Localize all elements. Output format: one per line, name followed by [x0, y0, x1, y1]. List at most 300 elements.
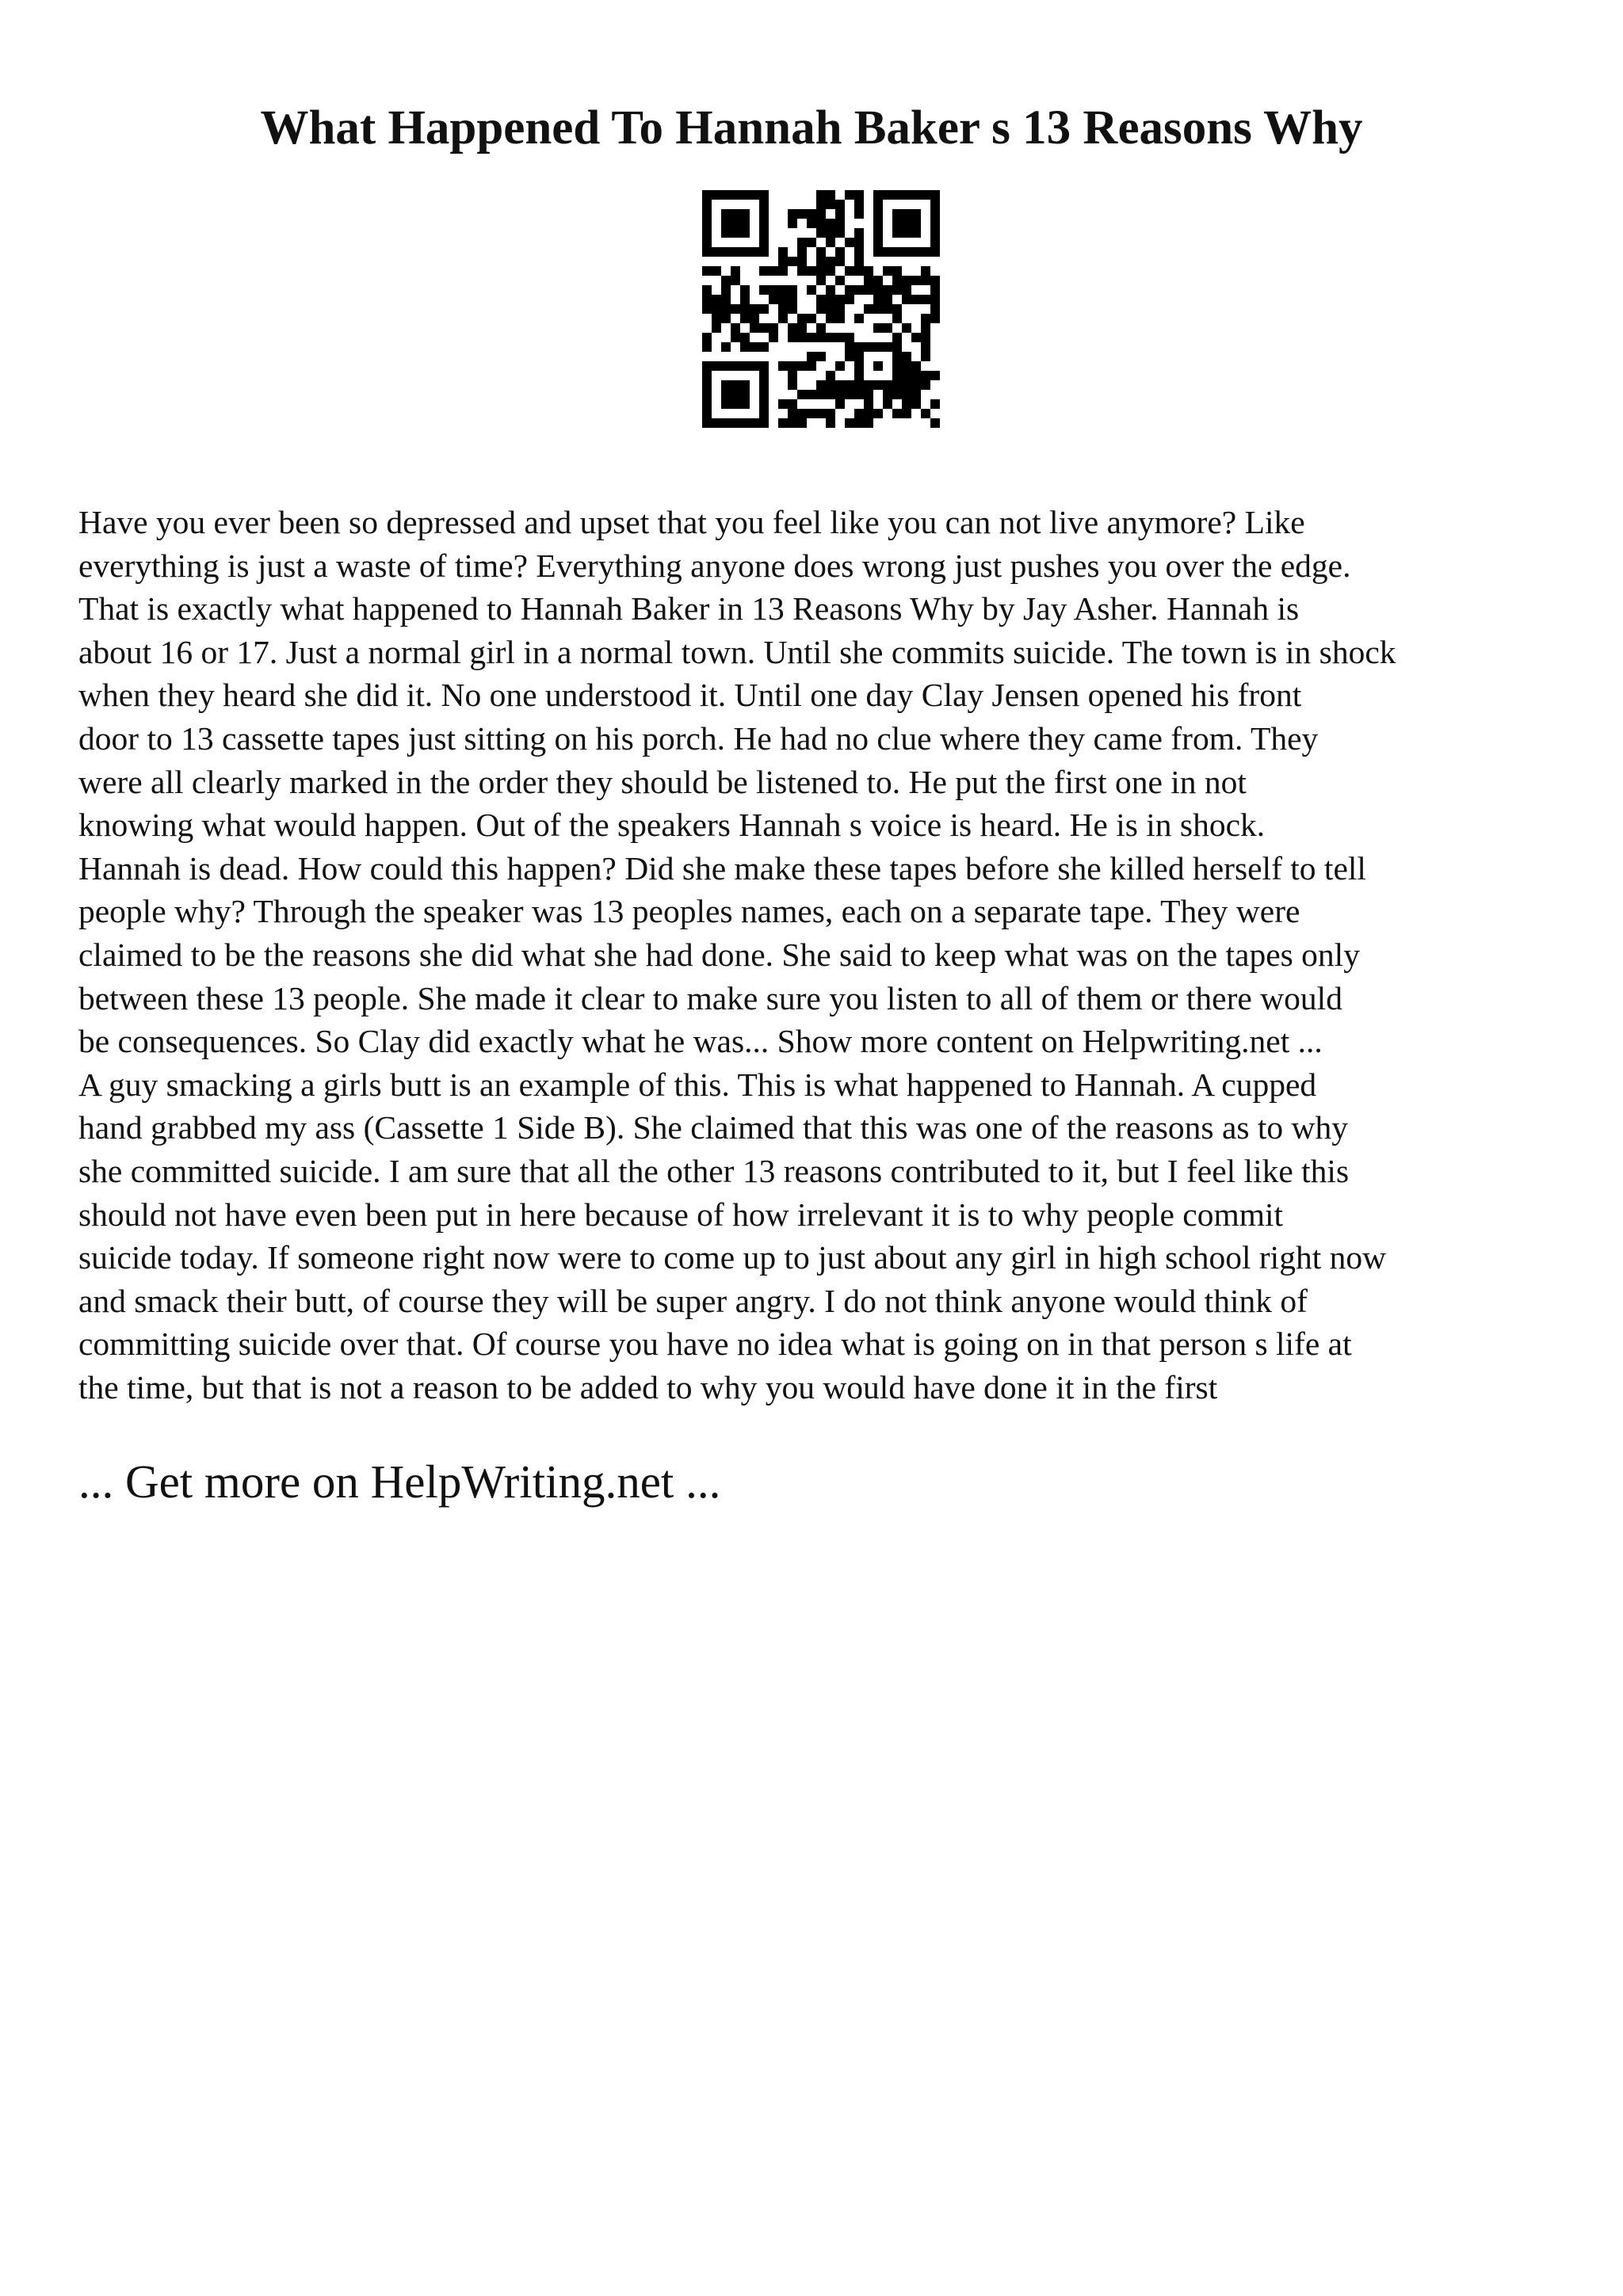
qr-module [807, 352, 816, 361]
qr-module [930, 228, 940, 238]
qr-module [930, 247, 940, 257]
qr-module [911, 380, 921, 390]
body-line: should not have even been put in here because of how irrelevant it is to why people commit [78, 1196, 1284, 1233]
qr-module [835, 390, 845, 399]
qr-module [892, 304, 902, 314]
qr-module [854, 342, 864, 352]
qr-module [845, 380, 854, 390]
qr-module [807, 285, 816, 295]
body-line: A guy smacking a girls butt is an example of this. This is what happened to Hannah. A cupped [78, 1066, 1317, 1103]
qr-module [835, 257, 845, 266]
qr-module [712, 295, 721, 304]
qr-module [892, 247, 902, 257]
qr-module [854, 409, 864, 418]
qr-module [740, 285, 750, 295]
qr-module [759, 361, 769, 371]
qr-module [731, 399, 740, 409]
qr-module [921, 371, 930, 380]
qr-module [864, 399, 873, 409]
qr-module [845, 238, 854, 247]
qr-module [911, 276, 921, 285]
qr-module [835, 380, 845, 390]
qr-module [892, 228, 902, 238]
qr-module [835, 314, 845, 323]
qr-module [892, 342, 902, 352]
qr-module [873, 295, 883, 304]
qr-module [911, 247, 921, 257]
qr-module [750, 361, 759, 371]
qr-module [759, 200, 769, 209]
qr-module [826, 390, 835, 399]
qr-module [759, 380, 769, 390]
body-line: everything is just a waste of time? Everything anyone does wrong just pushes you over the edge. [78, 547, 1351, 584]
qr-module [759, 304, 769, 314]
qr-module [883, 190, 892, 200]
qr-module [921, 276, 930, 285]
qr-module [731, 333, 740, 342]
qr-module [702, 285, 712, 295]
qr-module [835, 295, 845, 304]
qr-module [788, 371, 797, 380]
qr-module [892, 361, 902, 371]
qr-module [902, 285, 911, 295]
qr-module [864, 266, 873, 276]
qr-module [740, 333, 750, 342]
qr-module [845, 285, 854, 295]
document-body [78, 501, 1568, 1409]
qr-module [797, 266, 807, 276]
qr-module [930, 304, 940, 314]
qr-module [826, 371, 835, 380]
qr-module [854, 257, 864, 266]
qr-module [721, 418, 731, 428]
qr-module [712, 266, 721, 276]
qr-module [873, 342, 883, 352]
qr-module [864, 342, 873, 352]
qr-module [702, 266, 712, 276]
qr-module [778, 285, 788, 295]
qr-module [759, 209, 769, 219]
qr-module [911, 295, 921, 304]
qr-module [902, 361, 911, 371]
qr-module [864, 276, 873, 285]
qr-module [883, 295, 892, 304]
qr-module [807, 390, 816, 399]
qr-module [864, 409, 873, 418]
qr-module [835, 228, 845, 238]
qr-module [930, 295, 940, 304]
qr-module [702, 361, 712, 371]
body-line: she committed suicide. I am sure that all the other 13 reasons contributed to it, but I feel like this [78, 1152, 1350, 1189]
qr-module [930, 219, 940, 228]
qr-module [921, 409, 930, 418]
qr-module [759, 323, 769, 333]
qr-module [721, 190, 731, 200]
qr-module [788, 304, 797, 314]
qr-module [721, 285, 731, 295]
qr-module [826, 314, 835, 323]
qr-module [750, 304, 759, 314]
qr-module [892, 380, 902, 390]
qr-module [750, 314, 759, 323]
qr-module [816, 257, 826, 266]
qr-module [816, 219, 826, 228]
qr-module [759, 238, 769, 247]
qr-module [721, 314, 731, 323]
qr-module [892, 266, 902, 276]
body-line: hand grabbed my ass (Cassette 1 Side B). She claimed that this was one of the reasons as to why [78, 1109, 1349, 1146]
qr-module [816, 209, 826, 219]
qr-module [759, 371, 769, 380]
qr-module [921, 295, 930, 304]
qr-module [911, 361, 921, 371]
qr-module [759, 190, 769, 200]
qr-module [797, 238, 807, 247]
qr-module [930, 209, 940, 219]
qr-module [702, 380, 712, 390]
qr-module [740, 219, 750, 228]
qr-module [816, 190, 826, 200]
body-line: be consequences. So Clay did exactly what he was... Show more content on Helpwriting.net ... [78, 1023, 1323, 1060]
qr-module [854, 209, 864, 219]
qr-module [873, 409, 883, 418]
qr-module [721, 380, 731, 390]
qr-module [750, 418, 759, 428]
qr-module [740, 390, 750, 399]
body-line: That is exactly what happened to Hannah Baker in 13 Reasons Why by Jay Asher. Hannah is [78, 590, 1300, 627]
qr-module [921, 314, 930, 323]
qr-module [797, 418, 807, 428]
qr-module [816, 200, 826, 209]
body-line: people why? Through the speaker was 13 peoples names, each on a separate tape. They were [78, 893, 1300, 930]
qr-module [797, 333, 807, 342]
qr-module [883, 266, 892, 276]
qr-module [845, 333, 854, 342]
qr-module [892, 371, 902, 380]
qr-module [721, 342, 731, 352]
qr-module [740, 295, 750, 304]
qr-module [854, 247, 864, 257]
qr-module [854, 238, 864, 247]
qr-module [873, 323, 883, 333]
qr-module [826, 333, 835, 342]
qr-module [807, 409, 816, 418]
qr-module [921, 352, 930, 361]
qr-module [873, 304, 883, 314]
qr-module [930, 314, 940, 323]
qr-module [902, 276, 911, 285]
qr-module [883, 304, 892, 314]
body-line: Hannah is dead. How could this happen? Did she make these tapes before she killed herself to tell [78, 849, 1366, 887]
qr-module [892, 333, 902, 342]
qr-module [816, 247, 826, 257]
qr-module [883, 247, 892, 257]
qr-module [854, 418, 864, 428]
qr-module [873, 380, 883, 390]
qr-module [873, 219, 883, 228]
qr-module [778, 266, 788, 276]
body-line: suicide today. If someone right now were to come up to just about any girl in high school right now [78, 1239, 1387, 1276]
qr-module [902, 371, 911, 380]
qr-module [797, 257, 807, 266]
qr-module [731, 190, 740, 200]
qr-module [854, 200, 864, 209]
qr-module [712, 304, 721, 314]
qr-module [778, 304, 788, 314]
qr-module [712, 247, 721, 257]
qr-module [921, 342, 930, 352]
qr-module [902, 352, 911, 361]
qr-module [930, 200, 940, 209]
qr-module [845, 352, 854, 361]
qr-module [845, 390, 854, 399]
qr-module [873, 209, 883, 219]
qr-module [712, 418, 721, 428]
qr-module [750, 323, 759, 333]
qr-module [731, 209, 740, 219]
qr-module [930, 285, 940, 295]
qr-module [788, 295, 797, 304]
qr-module [873, 361, 883, 371]
qr-module [921, 190, 930, 200]
qr-module [911, 333, 921, 342]
qr-module [911, 399, 921, 409]
qr-module [816, 333, 826, 342]
qr-module [788, 257, 797, 266]
qr-module [845, 190, 854, 200]
qr-module [750, 190, 759, 200]
qr-module [873, 276, 883, 285]
qr-module [731, 266, 740, 276]
qr-module [731, 247, 740, 257]
qr-module [902, 380, 911, 390]
body-line: knowing what would happen. Out of the speakers Hannah s voice is heard. He is in shock. [78, 807, 1266, 844]
qr-module [911, 209, 921, 219]
qr-module [816, 295, 826, 304]
qr-module [702, 342, 712, 352]
qr-module [835, 219, 845, 228]
qr-module [816, 380, 826, 390]
qr-module [797, 390, 807, 399]
qr-module [769, 295, 778, 304]
qr-module [892, 190, 902, 200]
qr-module [911, 219, 921, 228]
qr-module [702, 247, 712, 257]
qr-module [911, 371, 921, 380]
qr-module [835, 333, 845, 342]
qr-module [702, 399, 712, 409]
qr-module [740, 418, 750, 428]
qr-module [740, 304, 750, 314]
body-line: about 16 or 17. Just a normal girl in a normal town. Until she commits suicide. The town is in shock [78, 633, 1396, 670]
qr-module [807, 219, 816, 228]
qr-module [930, 238, 940, 247]
qr-module [797, 409, 807, 418]
qr-module [902, 209, 911, 219]
qr-module [902, 247, 911, 257]
qr-module [854, 285, 864, 295]
qr-module [902, 228, 911, 238]
qr-module [930, 276, 940, 285]
body-line: door to 13 cassette tapes just sitting on his porch. He had no clue where they came from. They [78, 719, 1319, 757]
qr-module [845, 418, 854, 428]
qr-module [712, 314, 721, 323]
qr-module [883, 342, 892, 352]
qr-module [845, 266, 854, 276]
qr-module [826, 295, 835, 304]
qr-module [769, 333, 778, 342]
qr-module [902, 190, 911, 200]
qr-module [854, 361, 864, 371]
qr-module [835, 200, 845, 209]
qr-module [712, 190, 721, 200]
qr-module [731, 390, 740, 399]
qr-module [826, 304, 835, 314]
qr-module [731, 418, 740, 428]
qr-module [826, 200, 835, 209]
qr-module [759, 390, 769, 399]
qr-module [778, 361, 788, 371]
qr-module [797, 247, 807, 257]
qr-module [788, 333, 797, 342]
qr-module [740, 342, 750, 352]
qr-module [835, 247, 845, 257]
qr-module [864, 380, 873, 390]
qr-module [807, 333, 816, 342]
qr-module [854, 266, 864, 276]
qr-module [854, 390, 864, 399]
qr-module [816, 352, 826, 361]
body-line: between these 13 people. She made it clear to make sure you listen to all of them or there would [78, 979, 1342, 1016]
qr-module [702, 238, 712, 247]
qr-module [750, 247, 759, 257]
qr-module [740, 380, 750, 390]
qr-module [797, 323, 807, 333]
qr-module [702, 333, 712, 342]
qr-module [740, 190, 750, 200]
qr-module [807, 238, 816, 247]
qr-module [788, 399, 797, 409]
qr-module [930, 371, 940, 380]
qr-module [721, 247, 731, 257]
qr-module [826, 219, 835, 228]
qr-module [721, 228, 731, 238]
qr-module [759, 228, 769, 238]
qr-module [702, 390, 712, 399]
qr-module [759, 342, 769, 352]
qr-module [835, 304, 845, 314]
qr-module [816, 304, 826, 314]
qr-module [902, 323, 911, 333]
qr-module [807, 266, 816, 276]
qr-module [702, 209, 712, 219]
document-title: What Happened To Hannah Baker s 13 Reasons Why [260, 101, 1363, 154]
qr-module [816, 409, 826, 418]
qr-module [873, 228, 883, 238]
qr-module [797, 209, 807, 219]
qr-module [721, 390, 731, 399]
qr-module [892, 314, 902, 323]
qr-module [759, 247, 769, 257]
qr-module [778, 314, 788, 323]
qr-module [835, 209, 845, 219]
qr-module [930, 399, 940, 409]
qr-module [864, 304, 873, 314]
qr-module [826, 257, 835, 266]
qr-module [788, 285, 797, 295]
qr-module [854, 314, 864, 323]
qr-module [712, 361, 721, 371]
qr-module [826, 285, 835, 295]
qr-module [864, 418, 873, 428]
qr-module [826, 409, 835, 418]
qr-module [883, 399, 892, 409]
qr-module [873, 238, 883, 247]
qr-module [731, 361, 740, 371]
qr-module [702, 219, 712, 228]
qr-module [902, 399, 911, 409]
qr-module [721, 209, 731, 219]
qr-module [921, 266, 930, 276]
qr-code-icon [702, 190, 940, 428]
qr-module [826, 228, 835, 238]
qr-module [864, 285, 873, 295]
qr-module [788, 209, 797, 219]
qr-module [883, 380, 892, 390]
qr-module [816, 266, 826, 276]
qr-module [788, 219, 797, 228]
qr-module [826, 266, 835, 276]
qr-module [769, 323, 778, 333]
body-line: and smack their butt, of course they will be super angry. I do not think anyone would think of [78, 1282, 1308, 1319]
qr-module [759, 418, 769, 428]
qr-module [921, 323, 930, 333]
qr-module [873, 285, 883, 295]
qr-module [835, 276, 845, 285]
qr-module [835, 361, 845, 371]
qr-module [807, 314, 816, 323]
body-line: Have you ever been so depressed and upset that you feel like you can not live anymore? Like [78, 504, 1305, 540]
qr-module [930, 190, 940, 200]
qr-module [750, 342, 759, 352]
qr-module [864, 390, 873, 399]
qr-module [892, 219, 902, 228]
qr-module [816, 323, 826, 333]
qr-module [788, 323, 797, 333]
qr-module [702, 190, 712, 200]
qr-module [740, 228, 750, 238]
qr-module [873, 247, 883, 257]
qr-module [759, 409, 769, 418]
qr-module [778, 418, 788, 428]
qr-module [797, 361, 807, 371]
qr-module [902, 295, 911, 304]
qr-module [778, 257, 788, 266]
get-more-link[interactable]: ... Get more on HelpWriting.net ... [78, 1455, 721, 1508]
qr-module [778, 295, 788, 304]
qr-module [702, 200, 712, 209]
qr-module [788, 409, 797, 418]
qr-module [921, 247, 930, 257]
qr-module [740, 399, 750, 409]
qr-module [902, 390, 911, 399]
qr-module [731, 323, 740, 333]
qr-module [911, 228, 921, 238]
body-line: were all clearly marked in the order they should be listened to. He put the first one in not [78, 763, 1247, 800]
qr-module [883, 323, 892, 333]
qr-module [826, 190, 835, 200]
qr-module [702, 304, 712, 314]
